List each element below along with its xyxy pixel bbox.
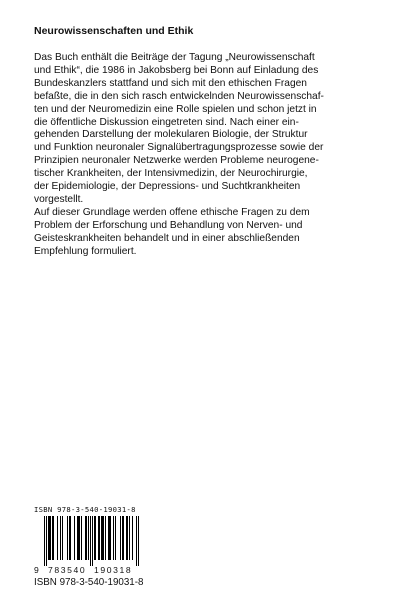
description-line: der Epidemiologie, der Depressions- und Suchtkrankheiten [34,181,301,193]
barcode-bar [105,516,106,560]
barcode-bar [92,516,93,566]
barcode-bar [110,516,111,560]
description-line: Auf dieser Grundlage werden offene ethische Fragen zu dem [34,206,310,218]
description-line: befaßte, die in den sich rasch entwickelnden Neurowissenschaf- [34,90,324,102]
barcode-bar [98,516,99,560]
description-line: gehenden Darstellung der molekularen Biologie, der Struktur [34,129,308,141]
barcode-bar [94,516,95,560]
barcode-bar [138,516,139,566]
barcode-bar [102,516,103,560]
barcode-bar [53,516,54,560]
description-line: ten und der Neuromedizin eine Rolle spielen und schon jetzt in [34,103,317,115]
description-line: Problem der Erforschung und Behandlung von Nerven- und [34,219,303,231]
barcode-bar [50,516,51,560]
barcode-bar [123,516,124,560]
barcode-bar [79,516,80,560]
barcode-bar [44,516,45,566]
barcode-bar [67,516,68,560]
barcode-block [34,505,154,589]
barcode-bar [78,516,79,560]
isbn-top-label: ISBN 978-3-540-19031-8 [34,505,136,514]
barcode-bar [101,516,102,560]
book-title: Neurowissenschaften und Ethik [34,25,194,37]
barcode-bar [127,516,128,560]
barcode-bar [46,516,47,566]
ean-left-group: 783540 [48,565,87,575]
barcode-bar [86,516,87,560]
description-line: vorgestellt. [34,193,84,205]
barcode-bar [81,516,82,560]
barcode-bar [113,516,114,560]
ean-digits [34,566,154,576]
description-line: und Funktion neuronaler Signalübertragungsprozesse sowie der [34,142,324,154]
barcode-bar [90,516,91,566]
ean-right-group: 190318 [94,565,133,575]
barcode-bar [108,516,109,560]
description-line: und Ethik“, die 1986 in Jakobsberg bei Bonn auf Einladung des [34,64,319,76]
isbn-bottom-label: ISBN 978-3-540-19031-8 [34,577,144,588]
description-line: Geisteskrankheiten behandelt und in einer abschließenden [34,232,300,244]
barcode-bar [88,516,89,560]
barcode-bar [132,516,133,560]
barcode-bar [77,516,78,560]
barcode-bar [129,516,130,560]
barcode-bar [120,516,121,560]
description-line: Bundeskanzlers stattfand und sich mit den ethischen Fragen [34,77,307,89]
barcode-bar [126,516,127,560]
barcode-bar [70,516,71,560]
barcode-bar [74,516,75,560]
barcode-icon [34,516,146,566]
barcode-bar [85,516,86,560]
barcode-bar [109,516,110,560]
barcode-bar [62,516,63,560]
barcode-bar [49,516,50,560]
barcode-bar [69,516,70,560]
barcode-bar [103,516,104,560]
description-line: Empfehlung formuliert. [34,245,137,257]
description-text [34,52,384,259]
description-line: die öffentliche Diskussion eingetreten sind. Nach einer ein- [34,116,299,128]
barcode-bar [95,516,96,560]
barcode-bar [136,516,137,566]
ean-first-digit: 9 [34,565,39,575]
description-line: Prinzipien neuronaler Netzwerke werden Probleme neurogene- [34,155,319,167]
description-line: tischer Krankheiten, der Intensivmedizin, der Neurochirurgie, [34,168,308,180]
barcode-bar [52,516,53,560]
barcode-bar [57,516,58,560]
barcode-bar [99,516,100,560]
description-line: Das Buch enthält die Beiträge der Tagung „Neurowissenschaft [34,52,315,63]
barcode-bar [122,516,123,560]
barcode-bar [48,516,49,560]
barcode-bar [60,516,61,560]
barcode-bar [115,516,116,560]
